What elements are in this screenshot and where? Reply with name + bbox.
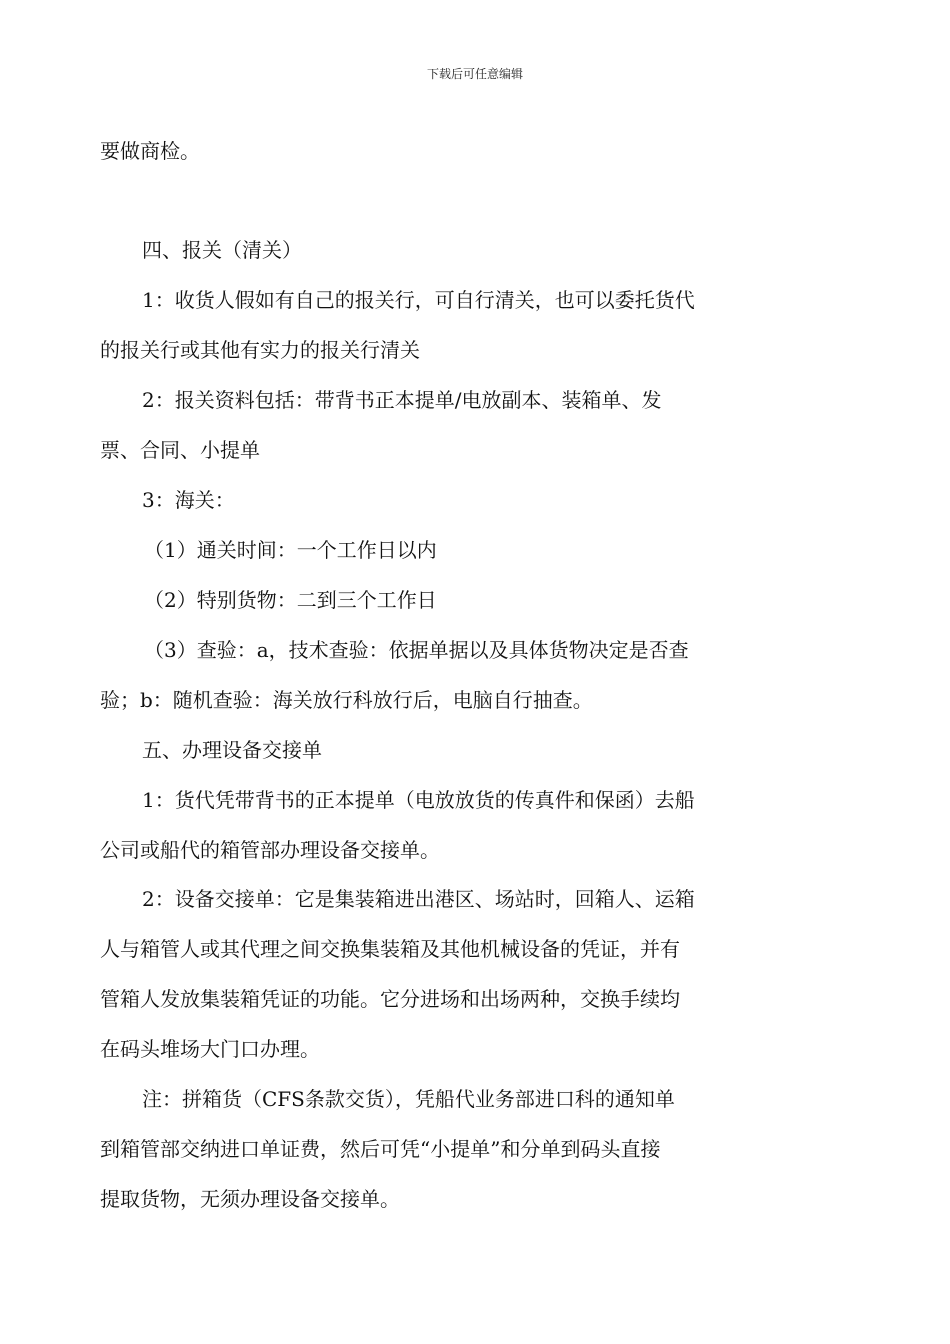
section-heading: 四、报关（清关）	[142, 238, 302, 262]
text-line: （3）查验：a，技术查验：依据单据以及具体货物决定是否查	[144, 638, 689, 662]
text-line: 2：报关资料包括：带背书正本提单/电放副本、装箱单、发	[142, 388, 662, 412]
text-line: 票、合同、小提单	[100, 438, 260, 462]
text-line: 1：收货人假如有自己的报关行，可自行清关，也可以委托货代	[142, 288, 695, 312]
text-line: 3：海关：	[142, 488, 235, 512]
text-line: 1：货代凭带背书的正本提单（电放放货的传真件和保函）去船	[142, 788, 695, 812]
text-line: 的报关行或其他有实力的报关行清关	[100, 338, 420, 362]
text-line: 人与箱管人或其代理之间交换集装箱及其他机械设备的凭证，并有	[100, 937, 680, 961]
text-line: 公司或船代的箱管部办理设备交接单。	[100, 838, 440, 862]
text-line: 到箱管部交纳进口单证费，然后可凭“小提单”和分单到码头直接	[100, 1137, 661, 1161]
text-line: （2）特别货物：二到三个工作日	[144, 588, 437, 612]
text-line: 管箱人发放集装箱凭证的功能。它分进场和出场两种，交换手续均	[100, 987, 680, 1011]
text-line: （1）通关时间：一个工作日以内	[144, 538, 437, 562]
text-line: 2：设备交接单：它是集装箱进出港区、场站时，回箱人、运箱	[142, 887, 695, 911]
text-line: 要做商检。	[100, 139, 200, 163]
text-line: 在码头堆场大门口办理。	[100, 1037, 320, 1061]
text-line: 提取货物，无须办理设备交接单。	[100, 1187, 400, 1211]
text-line: 注：拼箱货（CFS条款交货），凭船代业务部进口科的通知单	[142, 1087, 675, 1111]
page-header: 下载后可任意编辑	[426, 67, 523, 81]
text-line: 验；b：随机查验：海关放行科放行后，电脑自行抽查。	[100, 688, 593, 712]
section-heading: 五、办理设备交接单	[142, 738, 322, 762]
